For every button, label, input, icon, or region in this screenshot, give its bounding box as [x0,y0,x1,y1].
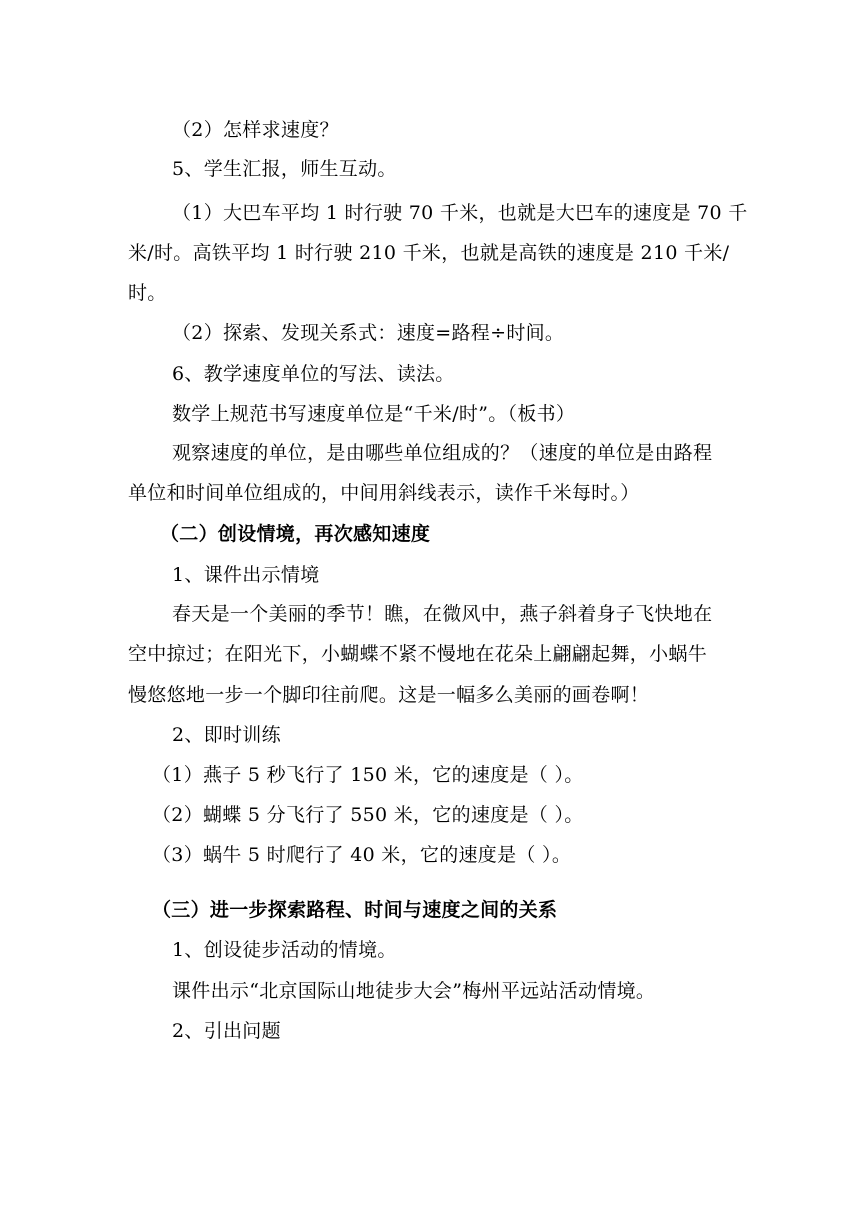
exercise-item: （2）蝴蝶 5 分飞行了 550 米，它的速度是（ ）。 [152,804,584,826]
section-heading: （二）创设情境，再次感知速度 [160,523,431,545]
text-line: 观察速度的单位，是由哪些单位组成的？（速度的单位是由路程 [172,442,713,464]
section-heading: （三）进一步探索路程、时间与速度之间的关系 [152,899,558,921]
text-line: 数学上规范书写速度单位是“千米/时”。（板书） [172,403,576,425]
section-heading: 6、教学速度单位的写法、读法。 [172,363,455,385]
text-line: （1）大巴车平均 1 时行驶 70 千米，也就是大巴车的速度是 70 千 [172,202,748,224]
exercise-item: （1）燕子 5 秒飞行了 150 米，它的速度是（ ）。 [152,764,584,786]
text-line: （2）探索、发现关系式：速度=路程÷时间。 [172,322,565,344]
text-line: 单位和时间单位组成的，中间用斜线表示，读作千米每时。） [128,482,640,504]
text-line: 5、学生汇报，师生互动。 [172,158,397,180]
text-line: 时。 [128,282,167,304]
text-line: 1、创设徒步活动的情境。 [172,939,397,961]
exercise-item: （3）蜗牛 5 时爬行了 40 米，它的速度是（ ）。 [152,844,572,866]
text-line: 2、即时训练 [172,724,281,746]
text-line: 春天是一个美丽的季节！瞧，在微风中，燕子斜着身子飞快地在 [172,603,713,625]
text-line: 慢悠悠地一步一个脚印往前爬。这是一幅多么美丽的画卷啊！ [128,684,650,706]
text-line: 课件出示“北京国际山地徒步大会”梅州平远站活动情境。 [172,980,656,1002]
text-line: （2）怎样求速度？ [172,119,339,141]
text-line: 2、引出问题 [172,1020,281,1042]
text-line: 空中掠过；在阳光下，小蝴蝶不紧不慢地在花朵上翩翩起舞，小蜗牛 [128,643,708,665]
text-line: 1、课件出示情境 [172,564,320,586]
text-line: 米/时。高铁平均 1 时行驶 210 千米，也就是高铁的速度是 210 千米/ [128,242,730,264]
